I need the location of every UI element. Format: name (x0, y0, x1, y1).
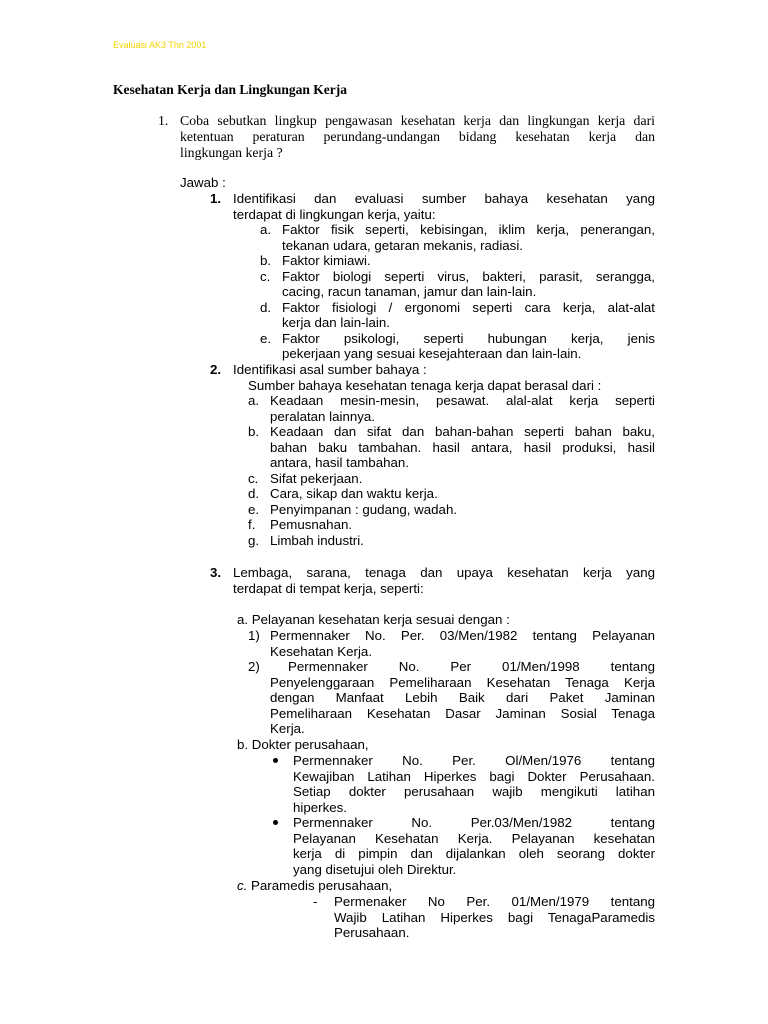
item-line: Cara, sikap dan waktu kerja. (270, 486, 438, 501)
section3c-label: c. (237, 878, 248, 893)
section3-text (233, 565, 655, 596)
bullet-icon (273, 758, 278, 763)
item-line: Keadaan dan sifat dan bahan-bahan seperti bahan baku, (270, 424, 655, 439)
item-line: Pemeliharaan Kesehatan Dasar Jaminan Sosial Tenaga (270, 705, 655, 721)
item-line: Kewajiban Latihan Hiperkes bagi Dokter Perusahaan. (293, 768, 655, 784)
item-line: Penyimpanan : gudang, wadah. (270, 501, 458, 517)
list-item (260, 331, 655, 362)
item-line: Kesehatan Kerja. (270, 643, 373, 659)
item-line: Penyelenggaraan Pemeliharaan Kesehatan Tenaga Kerja (270, 674, 655, 690)
item-line: Permennaker No. Per.03/Men/1982 tentang (293, 815, 655, 830)
list-item (248, 502, 655, 518)
section1-line: Identifikasi dan evaluasi sumber bahaya kesehatan yang (233, 191, 655, 206)
item-line: yang disetujui oleh Direktur. (293, 861, 457, 877)
bullet-icon (273, 820, 278, 825)
section3a-heading: a. Pelayanan kesehatan kerja sesuai dengan : (237, 612, 510, 627)
item-line: Keadaan mesin-mesin, pesawat. alal-alat kerja seperti (270, 393, 655, 408)
item-line: pekerjaan yang sesuai kesejahteraan dan lain-lain. (282, 346, 582, 361)
item-line: Faktor fisik seperti, kebisingan, iklim kerja, penerangan, (282, 222, 655, 237)
list-item (248, 424, 655, 471)
list-item (260, 269, 655, 300)
section1-text (233, 191, 655, 222)
item-line: Permennaker No. Per. 03/Men/1982 tentang Pelayanan (270, 628, 655, 643)
question-line: lingkungan kerja ? (180, 145, 283, 160)
item-marker: b. (248, 424, 260, 439)
list-item (248, 533, 655, 549)
question-number: 1. (158, 113, 169, 128)
item-line: peralatan lainnya. (270, 408, 375, 424)
section1-line: terdapat di lingkungan kerja, yaitu: (233, 206, 436, 222)
section2-intro: Sumber bahaya kesehatan tenaga kerja dapat berasal dari : (248, 378, 602, 393)
list-item (271, 753, 655, 815)
item-marker: e. (248, 501, 260, 517)
list-item (248, 659, 655, 737)
item-line: Faktor kimiawi. (282, 253, 371, 268)
section3b-heading: b. Dokter perusahaan, (237, 737, 369, 752)
section1-number: 1. (210, 191, 222, 206)
list-item (260, 253, 655, 269)
item-line: hiperkes. (293, 799, 347, 815)
page-title: Kesehatan Kerja dan Lingkungan Kerja (113, 82, 348, 97)
item-marker: d. (248, 486, 260, 501)
item-line: Permenaker No Per. 01/Men/1979 tentang (334, 894, 655, 909)
section2-heading: Identifikasi asal sumber bahaya : (233, 362, 427, 377)
item-line: Faktor fisiologi / ergonomi seperti cara kerja, alat-alat (282, 299, 655, 315)
list-item (260, 222, 655, 253)
item-line: Kerja. (270, 721, 305, 736)
item-line: Permennaker No. Per 01/Men/1998 tentang (288, 659, 655, 674)
item-line: Faktor psikologi, seperti hubungan kerja, jenis (282, 330, 655, 346)
section3b-list (271, 753, 655, 877)
section3c-text (334, 894, 655, 941)
item-first-row (248, 659, 655, 675)
list-item (248, 393, 655, 424)
question-line: Coba sebutkan lingkup pengawasan kesehatan kerja dan lingkungan kerja dari (180, 113, 655, 128)
list-item (248, 471, 655, 487)
section3-line: Lembaga, sarana, tenaga dan upaya kesehatan kerja yang (233, 565, 655, 580)
item-marker: g. (248, 532, 260, 548)
item-line: Wajib Latihan Hiperkes bagi TenagaParamedis (334, 909, 655, 925)
item-first-row (248, 628, 655, 644)
section1-list (260, 222, 655, 362)
header-note: Evaluasi AK3 Thn 2001 (113, 40, 207, 50)
answer-label: Jawab : (180, 175, 226, 190)
item-line: antara, hasil tambahan. (270, 455, 409, 470)
item-marker: e. (260, 330, 272, 346)
section3c-heading-text: Paramedis perusahaan, (251, 878, 393, 893)
section2-number: 2. (210, 362, 222, 377)
item-line: Permennaker No. Per. Ol/Men/1976 tentang (293, 753, 655, 768)
item-marker: b. (260, 253, 272, 268)
item-marker: c. (248, 470, 259, 486)
item-line: bahan baku tambahan. hasil antara, hasil produksi, hasil (270, 439, 655, 455)
item-line: cacing, racun tanaman, jamur dan lain-lain. (282, 284, 537, 299)
item-marker: a. (260, 222, 272, 237)
item-line: kerja di pimpin dan dijalankan oleh seorang dokter (293, 846, 655, 861)
section3c-heading (237, 878, 392, 894)
section2-list (248, 393, 655, 548)
item-line: kerja dan lain-lain. (282, 315, 390, 330)
list-item (248, 628, 655, 659)
question-text (180, 113, 655, 161)
item-line: Faktor biologi seperti virus, bakteri, parasit, serangga, (282, 268, 655, 284)
item-line: dengan Manfaat Lebih Baik dari Paket Jaminan (270, 690, 655, 705)
dash-marker: - (313, 894, 318, 909)
list-item (271, 815, 655, 877)
list-item (248, 486, 655, 502)
item-line: Limbah industri. (270, 532, 364, 548)
item-marker: 2) (248, 659, 260, 674)
item-line: Sifat pekerjaan. (270, 470, 363, 486)
list-item (260, 300, 655, 331)
section3-number: 3. (210, 565, 222, 580)
item-line: Setiap dokter perusahaan wajib mengikuti latihan (293, 784, 655, 799)
list-item (248, 517, 655, 533)
item-line: Pelayanan Kesehatan Kerja. Pelayanan kesehatan (293, 830, 655, 846)
item-marker: c. (260, 268, 271, 284)
item-marker: f. (248, 517, 256, 532)
section3-line: terdapat di tempat kerja, seperti: (233, 580, 424, 596)
item-marker: 1) (248, 628, 260, 643)
item-line: Pemusnahan. (270, 517, 353, 532)
item-line: Perusahaan. (334, 925, 410, 940)
item-marker: d. (260, 299, 272, 315)
item-line: tekanan udara, getaran mekanis, radiasi. (282, 237, 523, 253)
question-line: ketentuan peraturan perundang-undangan bidang kesehatan kerja dan (180, 129, 655, 144)
item-marker: a. (248, 393, 260, 408)
section3a-list (248, 628, 655, 737)
